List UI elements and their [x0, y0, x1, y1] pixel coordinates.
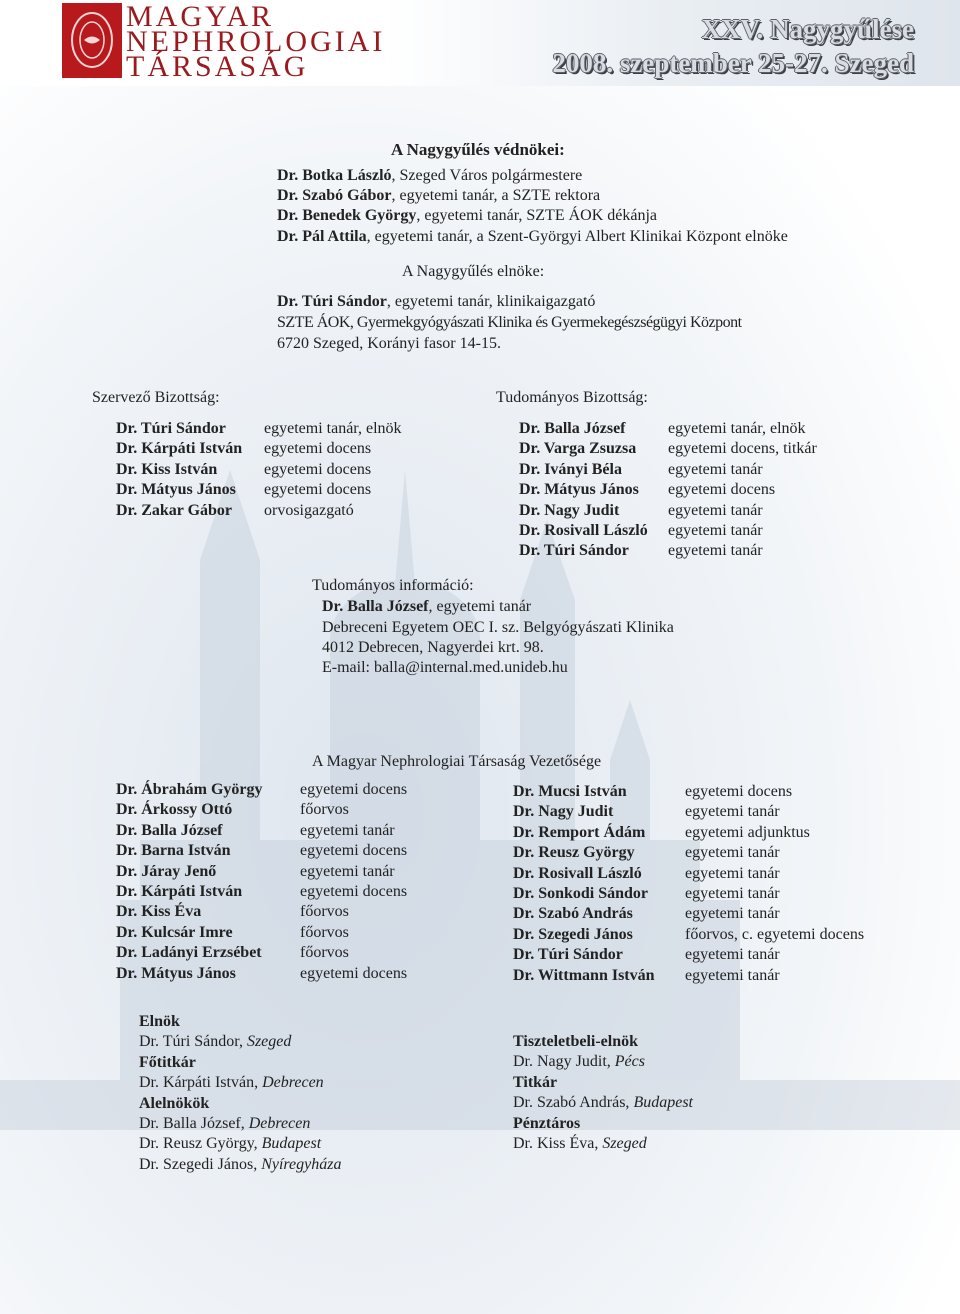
organizer-name: Dr. Kárpáti István: [116, 440, 243, 458]
patron-line: Dr. Botka László, Szeged Város polgármestere: [277, 167, 583, 184]
organizer-name: Dr. Mátyus János: [116, 481, 236, 499]
board-member-role: egyetemi docens: [300, 842, 408, 860]
logo-text-line3: TÁRSASÁG: [126, 50, 309, 83]
scientific-committee-heading: Tudományos Bizottság:: [496, 389, 648, 406]
scientific-info-name: Dr. Balla József, egyetemi tanár: [322, 598, 532, 615]
board-member-name: Dr. Kiss Éva: [116, 903, 202, 921]
officer-person: Dr. Kárpáti István, Debrecen: [139, 1074, 324, 1092]
board-member-name: Dr. Járay Jenő: [116, 862, 217, 880]
board-member-role: főorvos, c. egyetemi docens: [685, 925, 865, 943]
officer-title: Alelnökök: [139, 1094, 210, 1112]
officer-person: Dr. Nagy Judit, Pécs: [513, 1053, 645, 1071]
board-member-name: Dr. Ábrahám György: [116, 781, 263, 798]
organizer-role: egyetemi docens: [264, 440, 372, 458]
board-member-name: Dr. Szegedi János: [513, 925, 633, 943]
officer-person: Dr. Szabó András, Budapest: [513, 1094, 693, 1112]
scientific-member-name: Dr. Túri Sándor: [519, 542, 629, 560]
board-member-role: főorvos: [300, 903, 349, 921]
board-heading: A Magyar Nephrologiai Társaság Vezetősége: [312, 753, 602, 770]
president-heading: A Nagygyűlés elnöke:: [402, 263, 545, 280]
scientific-member-name: Dr. Iványi Béla: [519, 460, 622, 478]
officer-person: Dr. Reusz György, Budapest: [139, 1135, 322, 1153]
board-member-name: Dr. Ladányi Erzsébet: [116, 944, 262, 962]
scientific-member-role: egyetemi docens, titkár: [668, 440, 817, 458]
board-member-role: egyetemi docens: [300, 964, 408, 982]
scientific-member-role: egyetemi tanár: [668, 501, 763, 519]
board-member-role: egyetemi docens: [300, 781, 408, 798]
scientific-member-role: egyetemi tanár: [668, 542, 763, 560]
board-member-role: főorvos: [300, 923, 349, 941]
scientific-member-name: Dr. Nagy Judit: [519, 501, 620, 519]
patron-line: Dr. Szabó Gábor, egyetemi tanár, a SZTE rektora: [277, 187, 601, 204]
board-member-name: Dr. Reusz György: [513, 844, 635, 862]
board-member-name: Dr. Árkossy Ottó: [116, 801, 233, 819]
board-member-name: Dr. Balla József: [116, 821, 223, 839]
patrons-heading: A Nagygyűlés védnökei:: [391, 140, 565, 159]
board-member-name: Dr. Kulcsár Imre: [116, 923, 233, 941]
organizing-committee-heading: Szervező Bizottság:: [92, 389, 220, 406]
scientific-info-email: E-mail: balla@internal.med.unideb.hu: [322, 659, 568, 676]
logo-text-line2: NEPHROLOGIAI: [126, 25, 386, 58]
officer-title: Elnök: [139, 1013, 180, 1030]
scientific-member-name: Dr. Rosivall László: [519, 522, 648, 539]
logo-text-line1: MAGYAR: [126, 0, 275, 33]
board-member-role: egyetemi tanár: [300, 862, 395, 880]
organizer-name: Dr. Kiss István: [116, 460, 218, 478]
board-member-role: egyetemi adjunktus: [685, 823, 810, 841]
scientific-member-name: Dr. Varga Zsuzsa: [519, 440, 637, 458]
organizer-role: egyetemi docens: [264, 460, 372, 478]
officer-person: Dr. Szegedi János, Nyíregyháza: [139, 1155, 342, 1173]
kidney-icon: [62, 3, 122, 78]
board-member-role: egyetemi tanár: [685, 905, 780, 923]
board-member-name: Dr. Szabó András: [513, 905, 633, 923]
board-member-role: egyetemi tanár: [685, 803, 780, 821]
scientific-member-name: Dr. Mátyus János: [519, 481, 639, 499]
officer-person: Dr. Kiss Éva, Szeged: [513, 1135, 647, 1152]
society-logo-emblem: [62, 3, 122, 78]
officer-title: Főtitkár: [139, 1053, 196, 1071]
organizer-role: egyetemi docens: [264, 481, 372, 499]
board-member-name: Dr. Remport Ádám: [513, 823, 646, 841]
scientific-member-name: Dr. Balla József: [519, 420, 626, 437]
scientific-info-institution: Debreceni Egyetem OEC I. sz. Belgyógyászati Klinika: [322, 619, 674, 636]
board-member-role: főorvos: [300, 801, 349, 819]
board-member-name: Dr. Mátyus János: [116, 964, 236, 982]
board-member-role: egyetemi docens: [300, 883, 408, 900]
president-affiliation: SZTE ÁOK, Gyermekgyógyászati Klinika és Gyermekegészségügyi Központ: [277, 314, 742, 331]
scientific-member-role: egyetemi tanár: [668, 522, 763, 539]
board-member-name: Dr. Sonkodi Sándor: [513, 885, 649, 902]
president-address: 6720 Szeged, Korányi fasor 14-15.: [277, 335, 501, 352]
scientific-info-address: 4012 Debrecen, Nagyerdei krt. 98.: [322, 639, 544, 656]
patron-line: Dr. Benedek György, egyetemi tanár, SZTE ÁOK dékánja: [277, 207, 658, 224]
board-member-name: Dr. Kárpáti István: [116, 883, 243, 900]
officer-title: Pénztáros: [513, 1114, 581, 1132]
board-member-role: egyetemi tanár: [300, 821, 395, 839]
board-member-role: egyetemi tanár: [685, 844, 780, 862]
event-title: XXV. Nagygyűlése: [701, 14, 914, 44]
board-member-name: Dr. Nagy Judit: [513, 803, 614, 821]
organizer-role: orvosigazgató: [264, 501, 354, 519]
board-member-role: egyetemi tanár: [685, 966, 780, 984]
officer-title: Tiszteletbeli-elnök: [513, 1033, 639, 1050]
board-member-name: Dr. Túri Sándor: [513, 946, 623, 964]
officer-title: Titkár: [513, 1073, 558, 1091]
organizer-name: Dr. Túri Sándor: [116, 420, 226, 437]
organizer-name: Dr. Zakar Gábor: [116, 501, 233, 519]
board-member-name: Dr. Wittmann István: [513, 966, 655, 984]
board-member-name: Dr. Rosivall László: [513, 864, 642, 882]
officer-person: Dr. Balla József, Debrecen: [139, 1115, 311, 1132]
scientific-info-heading: Tudományos információ:: [312, 577, 474, 594]
board-member-role: egyetemi docens: [685, 783, 793, 800]
scientific-member-role: egyetemi docens: [668, 481, 776, 499]
scientific-member-role: egyetemi tanár: [668, 460, 763, 478]
event-date: 2008. szeptember 25-27. Szeged: [552, 48, 914, 78]
scientific-member-role: egyetemi tanár, elnök: [668, 420, 806, 437]
board-member-role: egyetemi tanár: [685, 864, 780, 882]
officer-person: Dr. Túri Sándor, Szeged: [139, 1033, 292, 1051]
patron-line: Dr. Pál Attila, egyetemi tanár, a Szent-Györgyi Albert Klinikai Központ elnöke: [277, 228, 788, 245]
organizer-role: egyetemi tanár, elnök: [264, 420, 402, 437]
board-member-role: egyetemi tanár: [685, 885, 780, 902]
board-member-role: egyetemi tanár: [685, 946, 780, 964]
president-name-line: Dr. Túri Sándor, egyetemi tanár, klinikaigazgató: [277, 293, 596, 310]
board-member-name: Dr. Mucsi István: [513, 783, 627, 800]
board-member-role: főorvos: [300, 944, 349, 962]
board-member-name: Dr. Barna István: [116, 842, 231, 860]
